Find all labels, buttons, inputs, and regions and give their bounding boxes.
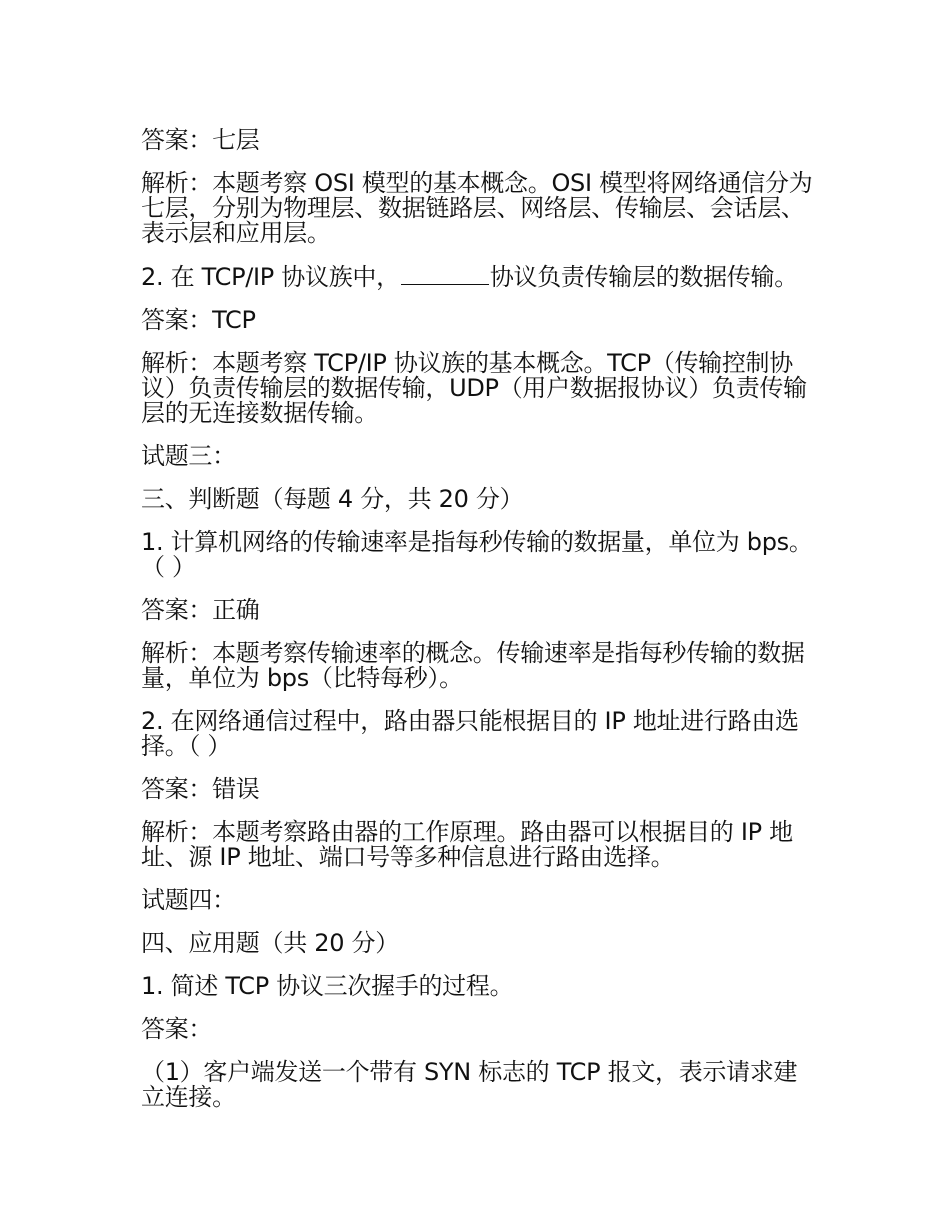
question-text-before-blank: 2. 在 TCP/IP 协议族中， — [141, 263, 400, 291]
answer-q2-tcp: 答案：TCP — [141, 306, 256, 334]
explanation-q2-tcp-ip: 解析：本题考察 TCP/IP 协议族的基本概念。TCP（传输控制协议）负责传输层的数据传输，UDP（用户数据报协议）负责传输层的无连接数据传输。 — [141, 349, 807, 427]
explanation-tf-1: 解析：本题考察传输速率的概念。传输速率是指每秒传输的数据量，单位为 bps（比特每秒）。 — [141, 639, 805, 692]
answer-blank — [401, 264, 489, 285]
answer-tf-1: 答案：正确 — [141, 596, 260, 624]
section-title-application: 四、应用题（共 20 分） — [141, 929, 399, 957]
answer-label-app-1: 答案： — [141, 1015, 213, 1043]
question-app-1: 1. 简述 TCP 协议三次握手的过程。 — [141, 972, 514, 1000]
question-fill-blank-2 — [141, 264, 813, 290]
question-tf-2: 2. 在网络通信过程中，路由器只能根据目的 IP 地址进行路由选择。（ ） — [141, 707, 799, 760]
question-tf-1: 1. 计算机网络的传输速率是指每秒传输的数据量，单位为 bps。（ ） — [141, 528, 813, 581]
document-body — [141, 128, 813, 1128]
section-heading-test-3: 试题三： — [141, 442, 236, 470]
answer-q1-network-layers: 答案：七层 — [141, 126, 260, 154]
section-title-true-false: 三、判断题（每题 4 分，共 20 分） — [141, 485, 524, 513]
explanation-tf-2: 解析：本题考察路由器的工作原理。路由器可以根据目的 IP 地址、源 IP 地址、端口号等多种信息进行路由选择。 — [141, 818, 793, 871]
question-text-after-blank: 协议负责传输层的数据传输。 — [489, 263, 798, 291]
answer-step-1: （1）客户端发送一个带有 SYN 标志的 TCP 报文，表示请求建立连接。 — [141, 1058, 798, 1111]
explanation-q1-osi-model: 解析：本题考察 OSI 模型的基本概念。OSI 模型将网络通信分为七层，分别为物理层、数据链路层、网络层、传输层、会话层、表示层和应用层。 — [141, 169, 813, 247]
section-heading-test-4: 试题四： — [141, 886, 236, 914]
answer-tf-2: 答案：错误 — [141, 775, 260, 803]
